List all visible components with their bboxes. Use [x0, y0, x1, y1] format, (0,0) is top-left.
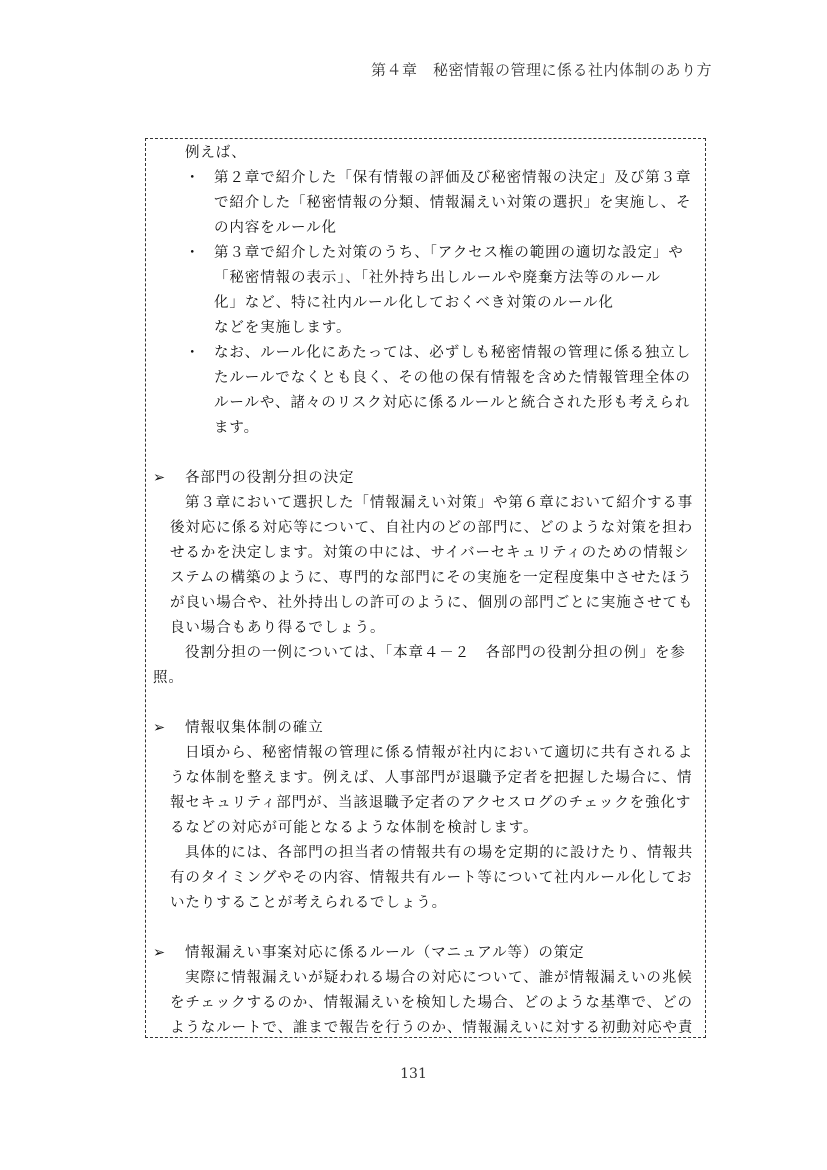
section-heading: 各部門の役割分担の決定 — [185, 470, 355, 486]
paragraph-line: 報セキュリティ部門が、当該退職予定者のアクセスログのチェックを強化す — [170, 795, 692, 811]
paragraph-line: うな体制を整えます。例えば、人事部門が退職予定者を把握した場合に、情 — [170, 770, 693, 786]
bullet-text: なお、ルール化にあたっては、必ずしも秘密情報の管理に係る独立し — [214, 345, 692, 361]
running-header: 第４章 秘密情報の管理に係る社内体制のあり方 — [370, 61, 712, 79]
section-marker-icon: ➢ — [153, 945, 167, 961]
section-heading: 情報漏えい事案対応に係るルール（マニュアル等）の策定 — [185, 945, 585, 961]
paragraph-line: をチェックするのか、情報漏えいを検知した場合、どのような基準で、どの — [170, 995, 693, 1011]
bullet-text: で紹介した「秘密情報の分類、情報漏えい対策の選択」を実施し、そ — [214, 195, 692, 211]
bullet-text: 第３章で紹介した対策のうち、「アクセス権の範囲の適切な設定」や — [214, 245, 684, 261]
bullet-text: の内容をルール化 — [214, 220, 337, 236]
bullet-text: などを実施します。 — [214, 320, 352, 336]
paragraph-line: 後対応に係る対応等について、自社内のどの部門に、どのような対策を担わ — [170, 520, 694, 536]
paragraph-line: 良い場合もあり得るでしょう。 — [170, 620, 386, 636]
paragraph-line: いたりすることが考えられるでしょう。 — [170, 895, 448, 911]
paragraph-line: 実際に情報漏えいが疑われる場合の対応について、誰が情報漏えいの兆候 — [185, 970, 693, 986]
paragraph-line: 照。 — [153, 670, 184, 686]
bullet-marker: ・ — [185, 345, 201, 361]
section-marker-icon: ➢ — [153, 720, 167, 736]
paragraph-line: 日頃から、秘密情報の管理に係る情報が社内において適切に共有されるよ — [185, 745, 694, 761]
paragraph-line: せるかを決定します。対策の中には、サイバーセキュリティのための情報シ — [170, 545, 690, 561]
bullet-text: ルールや、諸々のリスク対応に係るルールと統合された形も考えられ — [214, 395, 691, 411]
bullet-text: 「秘密情報の表示」、「社外持ち出しルールや廃棄方法等のルール — [214, 270, 661, 286]
bullet-text: たルールでなくとも良く、その他の保有情報を含めた情報管理全体の — [214, 370, 691, 386]
paragraph-line: るなどの対応が可能となるような体制を検討します。 — [170, 820, 539, 836]
content-frame — [145, 138, 706, 1038]
bullet-marker: ・ — [185, 245, 201, 261]
bullet-marker: ・ — [185, 170, 201, 186]
paragraph-line: 有のタイミングやその内容、情報共有ルート等について社内ルール化してお — [170, 870, 693, 886]
paragraph-line: ようなルートで、誰まで報告を行うのか、情報漏えいに対する初動対応や責 — [170, 1020, 694, 1036]
intro-lead: 例えば、 — [185, 145, 247, 161]
page-number: 131 — [400, 1066, 427, 1082]
section-marker-icon: ➢ — [153, 470, 167, 486]
section-heading: 情報収集体制の確立 — [185, 720, 324, 736]
paragraph-line: ステムの構築のように、専門的な部門にその実施を一定程度集中させたほう — [170, 570, 693, 586]
bullet-text: ます。 — [214, 420, 260, 436]
bullet-text: 第２章で紹介した「保有情報の評価及び秘密情報の決定」及び第３章 — [214, 170, 692, 186]
paragraph-line: 具体的には、各部門の担当者の情報共有の場を定期的に設けたり、情報共 — [185, 845, 694, 861]
paragraph-line: が良い場合や、社外持出しの許可のように、個別の部門ごとに実施させても — [170, 595, 694, 611]
paragraph-line: 役割分担の一例については、「本章４－２ 各部門の役割分担の例」を参 — [185, 645, 686, 661]
bullet-text: 化」など、特に社内ルール化しておくべき対策のルール化 — [214, 295, 614, 311]
paragraph-line: 第３章において選択した「情報漏えい対策」や第６章において紹介する事 — [185, 495, 694, 511]
